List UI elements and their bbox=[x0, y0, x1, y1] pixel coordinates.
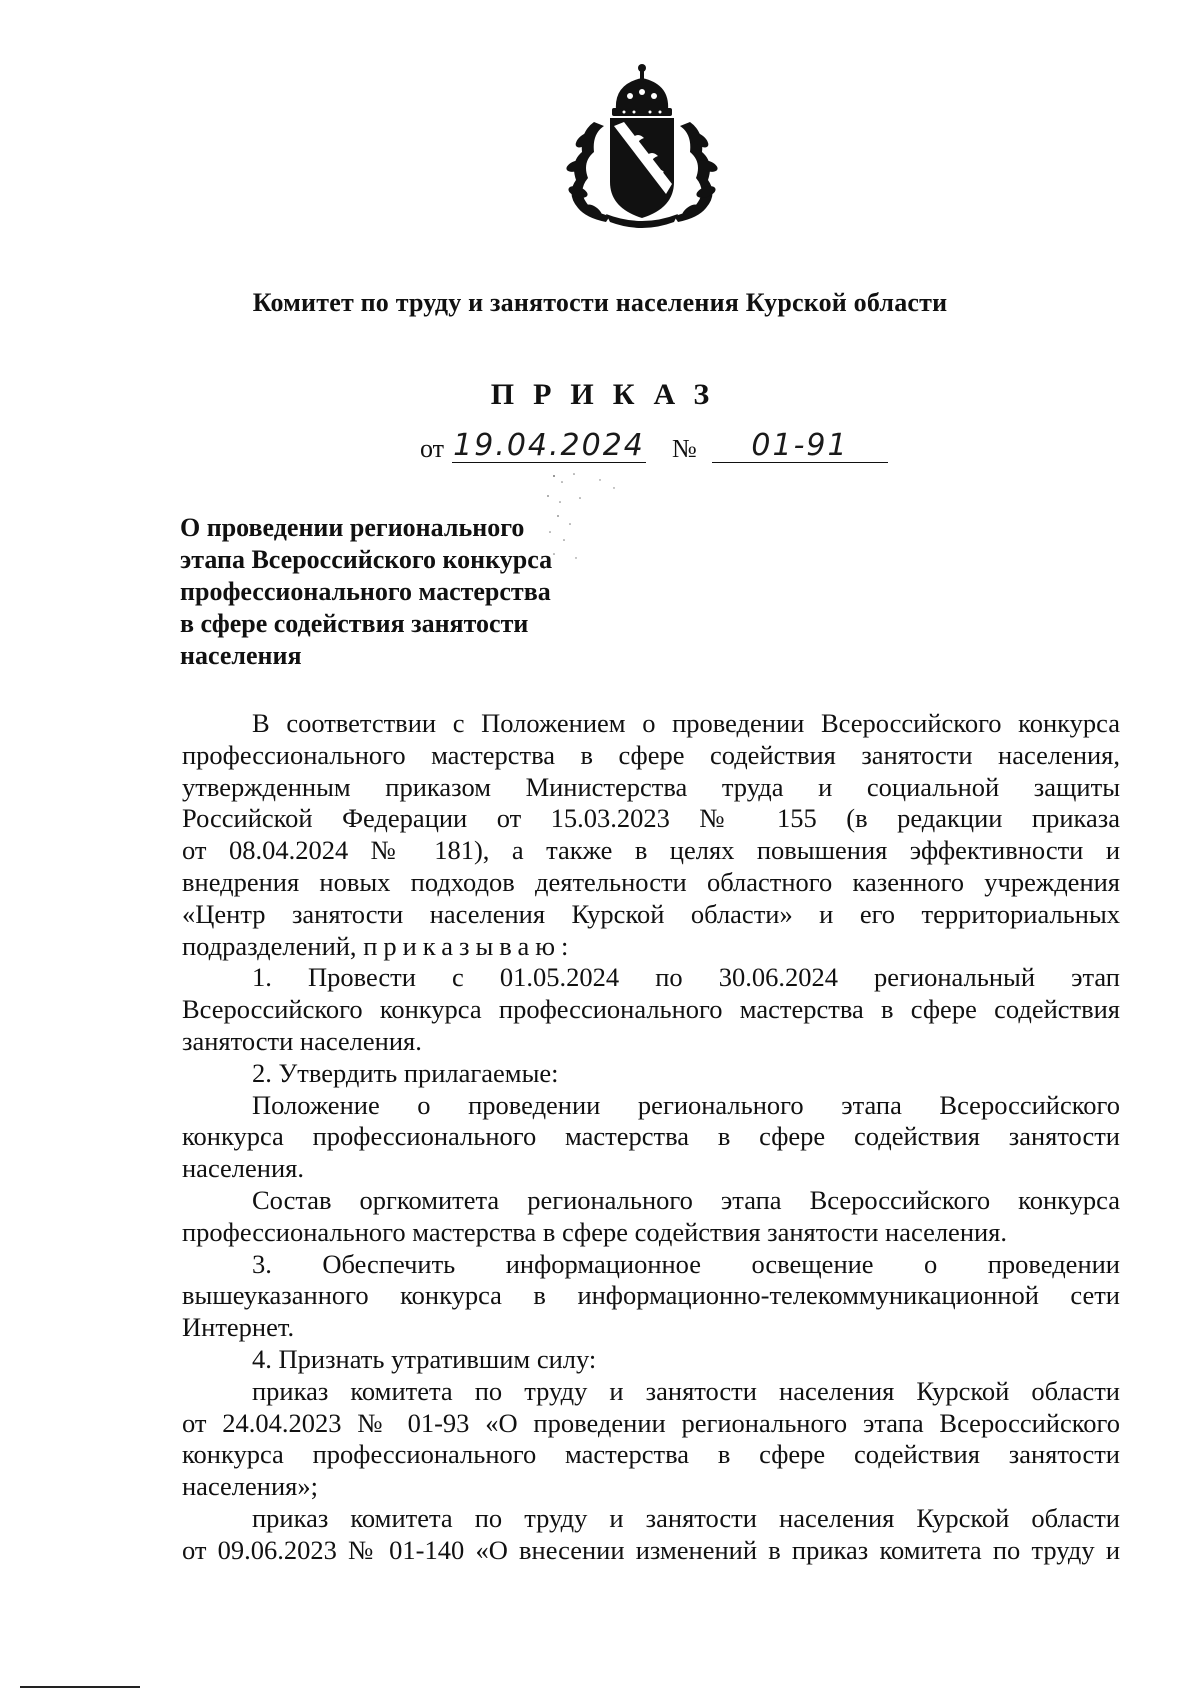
item-2b-line: Состав оргкомитета регионального этапа Всероссийского конкурса bbox=[252, 1184, 1120, 1215]
item-1-line: Всероссийского конкурса профессионального мастерства в сфере содействия bbox=[182, 994, 1120, 1025]
preamble-line: профессионального мастерства в сфере содействия занятости населения, bbox=[182, 739, 1120, 770]
document-body bbox=[182, 708, 1120, 1567]
handwritten-date: 19.04.2024 bbox=[453, 428, 645, 463]
item-4a-line: приказ комитета по труду и занятости населения Курской области bbox=[252, 1375, 1120, 1406]
item-2a-line: Положение о проведении регионального этапа Всероссийского bbox=[252, 1089, 1120, 1120]
preamble-line bbox=[182, 931, 1120, 963]
date-number-line bbox=[420, 428, 890, 468]
subject-line: в сфере содействия занятости bbox=[180, 609, 529, 638]
item-2a-line: конкурса профессионального мастерства в сфере содействия занятости bbox=[182, 1121, 1120, 1152]
preamble-line: внедрения новых подходов деятельности областного казенного учреждения bbox=[182, 866, 1120, 897]
organization-name: Комитет по труду и занятости населения Курской области bbox=[252, 288, 948, 317]
item-4b-line: от 09.06.2023 № 01-140 «О внесении изменений в приказ комитета по труду и bbox=[182, 1534, 1120, 1565]
order-word: приказываю: bbox=[363, 930, 575, 961]
item-3-line: 3. Обеспечить информационное освещение о проведении bbox=[252, 1248, 1120, 1279]
item-4a-line: конкурса профессионального мастерства в сфере содействия занятости bbox=[182, 1439, 1120, 1470]
item-4a-line: населения»; bbox=[182, 1471, 318, 1502]
item-1-line: занятости населения. bbox=[182, 1025, 422, 1056]
subject-line: О проведении регионального bbox=[180, 513, 525, 542]
preamble-line: В соответствии с Положением о проведении Всероссийского конкурса bbox=[252, 708, 1120, 738]
subject-line: этапа Всероссийского конкурса bbox=[180, 545, 553, 574]
kursk-coat-of-arms-icon bbox=[554, 62, 730, 228]
item-2-heading: 2. Утвердить прилагаемые: bbox=[252, 1057, 559, 1088]
preamble-end: подразделений, bbox=[182, 930, 357, 961]
document-type-title: ПРИКАЗ bbox=[490, 378, 729, 411]
preamble-line: от 08.04.2024 № 181), а также в целях повышения эффективности и bbox=[182, 835, 1120, 866]
item-4a-line: от 24.04.2023 № 01-93 «О проведении регионального этапа Всероссийского bbox=[182, 1407, 1120, 1438]
subject-line: профессионального мастерства bbox=[180, 577, 551, 606]
item-3-line: вышеуказанного конкурса в информационно-телекоммуникационной сети bbox=[182, 1280, 1120, 1311]
item-3-line: Интернет. bbox=[182, 1312, 295, 1343]
item-1-line: 1. Провести с 01.05.2024 по 30.06.2024 региональный этап bbox=[252, 962, 1120, 993]
subject-line: населения bbox=[180, 641, 302, 670]
number-prefix: № bbox=[672, 434, 697, 463]
footnote-divider bbox=[20, 1686, 140, 1688]
preamble-line: «Центр занятости населения Курской области» и его территориальных bbox=[182, 898, 1120, 929]
item-4b-line: приказ комитета по труду и занятости населения Курской области bbox=[252, 1502, 1120, 1533]
item-4-heading: 4. Признать утратившим силу: bbox=[252, 1343, 597, 1374]
order-subject bbox=[180, 512, 620, 672]
item-2a-line: населения. bbox=[182, 1153, 304, 1184]
preamble-line: Российской Федерации от 15.03.2023 № 155 (в редакции приказа bbox=[182, 803, 1120, 834]
preamble-line: утвержденным приказом Министерства труда и социальной защиты bbox=[182, 771, 1120, 802]
handwritten-number: 01-91 bbox=[712, 428, 888, 463]
item-2b-line: профессионального мастерства в сфере содействия занятости населения. bbox=[182, 1216, 1007, 1247]
date-prefix: от bbox=[420, 434, 445, 463]
